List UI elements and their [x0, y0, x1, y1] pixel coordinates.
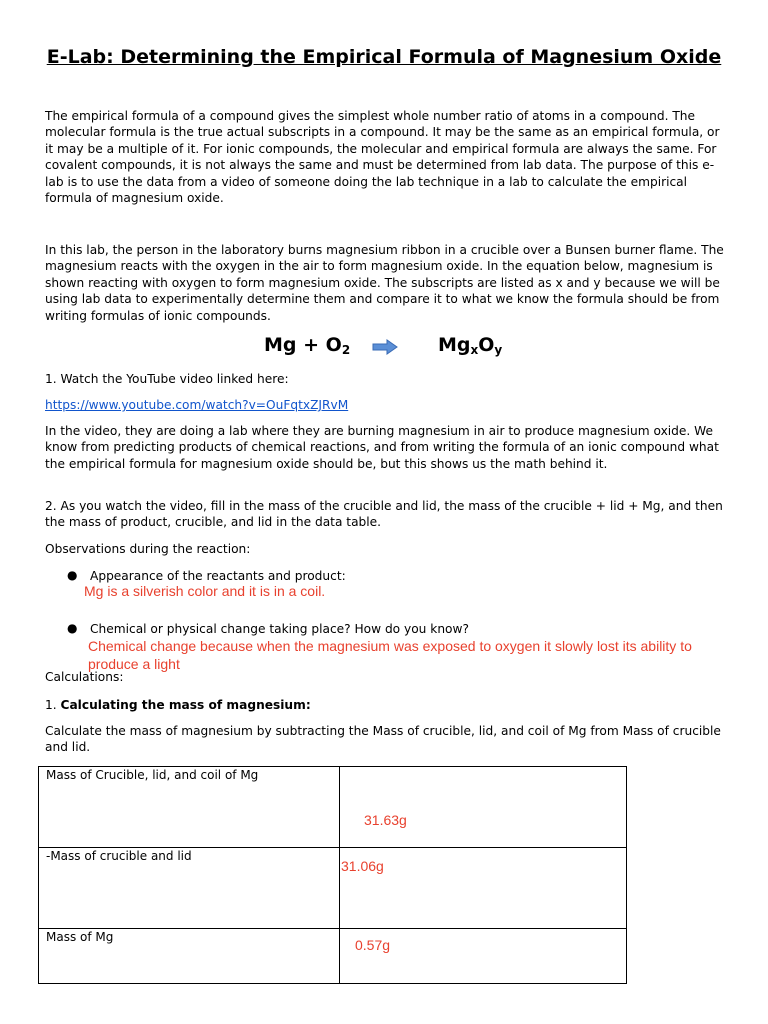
observation-answer-2: Chemical change because when the magnesium was exposed to oxygen it slowly lost its ability to produce a light: [88, 638, 692, 672]
arrow-right-icon: [372, 338, 398, 360]
calculations-heading: Calculations:: [45, 670, 124, 684]
calc-1-instruction: Calculate the mass of magnesium by subtracting the Mass of crucible, lid, and coil of Mg from Mass of crucible and lid.: [45, 724, 721, 755]
table-row: [39, 848, 627, 929]
bullet-icon: ●: [67, 621, 78, 635]
calc-1-heading: 1. Calculating the mass of magnesium:: [45, 698, 311, 712]
step-1: 1. Watch the YouTube video linked here:: [45, 372, 289, 386]
table-value: 0.57g: [355, 937, 391, 953]
table-value-cell[interactable]: [340, 848, 627, 929]
page-title: E-Lab: Determining the Empirical Formula of Magnesium Oxide: [46, 46, 722, 68]
step-2: 2. As you watch the video, fill in the mass of the crucible and lid, the mass of the crucible + lid + Mg, and then the mass of product, crucible, and lid in the data table.: [45, 499, 723, 530]
observations-heading: Observations during the reaction:: [45, 542, 251, 556]
table-row: [39, 767, 627, 848]
observation-question-1: Appearance of the reactants and product:: [90, 569, 346, 583]
table-value: 31.06g: [341, 858, 384, 874]
lab-description-paragraph: In this lab, the person in the laboratory burns magnesium ribbon in a crucible over a Bunsen burner flame. The magnesium reacts with the oxygen in the air to form magnesium oxide. In the equation below, magnesium is shown reacting with oxygen to form magnesium oxide. The subscripts are listed as x and y because we will be using lab data to experimentally determine them and compare it to what we know the formula should be from writing formulas of ionic compounds.: [45, 243, 724, 323]
table-label-cell: Mass of Mg: [39, 929, 340, 984]
table-label-cell: Mass of Crucible, lid, and coil of Mg: [39, 767, 340, 848]
equation-reactants: $Mg + O_2$: [264, 334, 351, 357]
observation-answer-1: Mg is a silverish color and it is in a coil.: [84, 583, 326, 599]
youtube-link[interactable]: https://www.youtube.com/watch?v=OuFqtxZJRvM: [45, 398, 349, 412]
table-value-cell[interactable]: [340, 767, 627, 848]
table-value: 31.63g: [364, 812, 407, 828]
table-label-cell: -Mass of crucible and lid: [39, 848, 340, 929]
bullet-icon: ●: [67, 568, 78, 582]
intro-paragraph: The empirical formula of a compound gives the simplest whole number ratio of atoms in a compound. The molecular formula is the true actual subscripts in a compound. It may be the same as an empirical formula, or it may be a multiple of it. For ionic compounds, the molecular and empirical formula are always the same. For covalent compounds, it is not always the same and must be determined from lab data. The purpose of this e-lab is to use the data from a video of someone doing the lab technique in a lab to calculate the empirical formula of magnesium oxide.: [45, 109, 720, 206]
equation-product: $Mg_xO_y$: [438, 334, 503, 357]
observation-question-2: Chemical or physical change taking place? How do you know?: [90, 622, 469, 636]
reaction-equation: [0, 334, 768, 364]
video-description: In the video, they are doing a lab where they are burning magnesium in air to produce magnesium oxide. We know from predicting products of chemical reactions, and from writing the formula of an ionic compound what the empirical formula for magnesium oxide should be, but this shows us the math behind it.: [45, 424, 719, 471]
table-value-cell[interactable]: [340, 929, 627, 984]
mass-data-table: [38, 766, 627, 984]
table-row: [39, 929, 627, 984]
